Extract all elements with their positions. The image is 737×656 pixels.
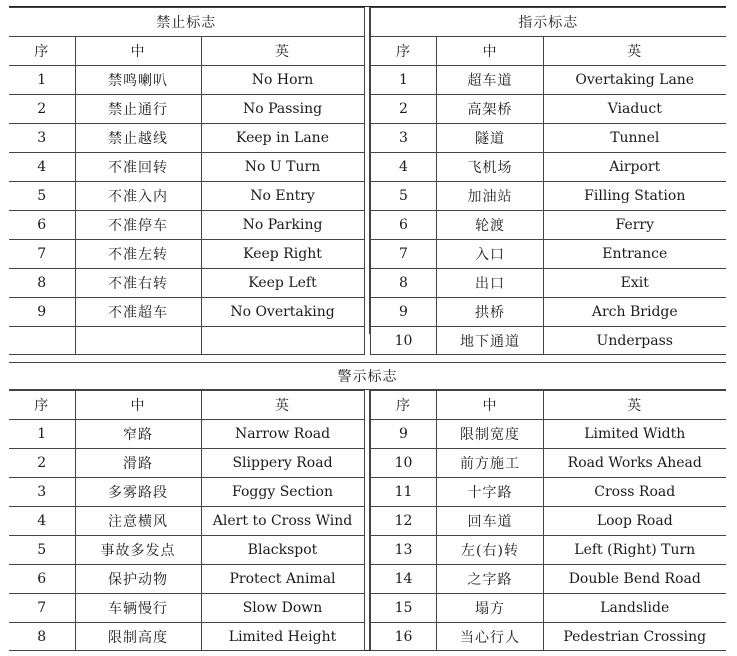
row-chinese: 十字路 xyxy=(437,478,544,507)
row-index: 9 xyxy=(371,298,437,327)
row-english: Overtaking Lane xyxy=(544,66,726,95)
row-index: 5 xyxy=(9,182,75,211)
row-chinese: 禁止越线 xyxy=(75,124,201,153)
row-english: Narrow Road xyxy=(201,420,364,449)
row-index: 16 xyxy=(371,623,437,651)
row-chinese: 禁鸣喇叭 xyxy=(75,66,201,95)
empty-cell xyxy=(9,327,75,355)
table-row xyxy=(9,95,364,124)
indication-signs-title: 指示标志 xyxy=(371,8,726,37)
row-english: Entrance xyxy=(544,240,726,269)
row-chinese: 限制高度 xyxy=(75,623,201,651)
table-row xyxy=(371,124,726,153)
row-chinese: 入口 xyxy=(437,240,544,269)
table-row xyxy=(9,240,364,269)
row-index: 2 xyxy=(9,95,75,124)
row-chinese: 不准回转 xyxy=(75,153,201,182)
row-chinese: 前方施工 xyxy=(437,449,544,478)
row-index: 2 xyxy=(371,95,437,124)
row-english: Filling Station xyxy=(544,182,726,211)
traffic-sign-vocabulary-table xyxy=(9,6,726,651)
table-row xyxy=(9,298,364,327)
row-chinese: 当心行人 xyxy=(437,623,544,651)
table-row xyxy=(9,269,364,298)
row-english: Slippery Road xyxy=(201,449,364,478)
row-english: Airport xyxy=(544,153,726,182)
row-index: 9 xyxy=(371,420,437,449)
row-index: 11 xyxy=(371,478,437,507)
prohibition-signs-table xyxy=(9,7,365,355)
table-row xyxy=(371,449,726,478)
header-english: 英 xyxy=(544,37,726,66)
row-index: 15 xyxy=(371,594,437,623)
table-row xyxy=(9,153,364,182)
table-row xyxy=(9,594,364,623)
table-row xyxy=(371,153,726,182)
row-index: 7 xyxy=(371,240,437,269)
row-chinese: 左(右)转 xyxy=(437,536,544,565)
row-english: Loop Road xyxy=(544,507,726,536)
row-chinese: 飞机场 xyxy=(437,153,544,182)
row-chinese: 窄路 xyxy=(75,420,201,449)
row-index: 10 xyxy=(371,449,437,478)
row-index: 10 xyxy=(371,327,437,355)
header-english: 英 xyxy=(201,391,364,420)
row-chinese: 回车道 xyxy=(437,507,544,536)
row-english: Double Bend Road xyxy=(544,565,726,594)
row-index: 8 xyxy=(9,269,75,298)
header-index: 序 xyxy=(371,391,437,420)
table-row xyxy=(9,449,364,478)
row-english: Viaduct xyxy=(544,95,726,124)
row-english: No U Turn xyxy=(201,153,364,182)
row-english: Blackspot xyxy=(201,536,364,565)
header-index: 序 xyxy=(371,37,437,66)
table-row xyxy=(371,95,726,124)
header-chinese: 中 xyxy=(437,391,544,420)
row-english: Landslide xyxy=(544,594,726,623)
row-english: Underpass xyxy=(544,327,726,355)
table-row xyxy=(9,420,364,449)
row-chinese: 超车道 xyxy=(437,66,544,95)
row-chinese: 多雾路段 xyxy=(75,478,201,507)
row-chinese: 保护动物 xyxy=(75,565,201,594)
row-index: 6 xyxy=(9,565,75,594)
row-english: Limited Height xyxy=(201,623,364,651)
table-row xyxy=(371,211,726,240)
indication-signs-table xyxy=(370,7,726,355)
row-chinese: 限制宽度 xyxy=(437,420,544,449)
row-english: No Passing xyxy=(201,95,364,124)
row-english: Slow Down xyxy=(201,594,364,623)
row-chinese: 不准左转 xyxy=(75,240,201,269)
table-row xyxy=(371,623,726,651)
header-chinese: 中 xyxy=(75,37,201,66)
row-index: 1 xyxy=(9,420,75,449)
row-english: Left (Right) Turn xyxy=(544,536,726,565)
row-index: 7 xyxy=(9,240,75,269)
table-row xyxy=(9,124,364,153)
table-row xyxy=(371,420,726,449)
row-chinese: 事故多发点 xyxy=(75,536,201,565)
table-row xyxy=(371,298,726,327)
row-english: No Parking xyxy=(201,211,364,240)
row-english: Cross Road xyxy=(544,478,726,507)
row-chinese: 不准右转 xyxy=(75,269,201,298)
row-index: 3 xyxy=(9,478,75,507)
table-row xyxy=(371,66,726,95)
row-english: Protect Animal xyxy=(201,565,364,594)
row-chinese: 拱桥 xyxy=(437,298,544,327)
row-index: 14 xyxy=(371,565,437,594)
row-chinese: 塌方 xyxy=(437,594,544,623)
table-row xyxy=(9,536,364,565)
row-index: 6 xyxy=(371,211,437,240)
row-chinese: 地下通道 xyxy=(437,327,544,355)
row-index: 6 xyxy=(9,211,75,240)
row-english: Foggy Section xyxy=(201,478,364,507)
table-row xyxy=(371,478,726,507)
row-chinese: 隧道 xyxy=(437,124,544,153)
row-chinese: 滑路 xyxy=(75,449,201,478)
row-index: 1 xyxy=(9,66,75,95)
row-english: Exit xyxy=(544,269,726,298)
table-row xyxy=(9,211,364,240)
row-chinese: 出口 xyxy=(437,269,544,298)
empty-row xyxy=(9,327,364,355)
table-row xyxy=(371,240,726,269)
table-row xyxy=(9,66,364,95)
row-english: Keep Right xyxy=(201,240,364,269)
row-index: 5 xyxy=(371,182,437,211)
row-english: No Entry xyxy=(201,182,364,211)
row-english: Keep Left xyxy=(201,269,364,298)
header-chinese: 中 xyxy=(437,37,544,66)
row-chinese: 高架桥 xyxy=(437,95,544,124)
table-row xyxy=(371,536,726,565)
header-english: 英 xyxy=(544,391,726,420)
row-index: 8 xyxy=(9,623,75,651)
row-english: No Overtaking xyxy=(201,298,364,327)
table-row xyxy=(371,507,726,536)
header-index: 序 xyxy=(9,391,75,420)
row-chinese: 不准入内 xyxy=(75,182,201,211)
warning-signs-table-left xyxy=(9,390,365,651)
row-index: 3 xyxy=(371,124,437,153)
table-row xyxy=(371,269,726,298)
table-row xyxy=(371,594,726,623)
row-english: Road Works Ahead xyxy=(544,449,726,478)
header-chinese: 中 xyxy=(75,391,201,420)
table-row xyxy=(371,327,726,355)
row-index: 8 xyxy=(371,269,437,298)
row-chinese: 不准停车 xyxy=(75,211,201,240)
header-english: 英 xyxy=(201,37,364,66)
row-chinese: 之字路 xyxy=(437,565,544,594)
table-row xyxy=(9,182,364,211)
row-chinese: 车辆慢行 xyxy=(75,594,201,623)
row-chinese: 加油站 xyxy=(437,182,544,211)
row-chinese: 不准超车 xyxy=(75,298,201,327)
table-row xyxy=(9,623,364,651)
table-row xyxy=(9,507,364,536)
row-index: 5 xyxy=(9,536,75,565)
row-chinese: 禁止通行 xyxy=(75,95,201,124)
row-index: 1 xyxy=(371,66,437,95)
row-index: 13 xyxy=(371,536,437,565)
table-row xyxy=(371,182,726,211)
row-chinese: 注意横风 xyxy=(75,507,201,536)
empty-cell xyxy=(75,327,201,355)
table-row xyxy=(371,565,726,594)
warning-signs-table-right xyxy=(370,390,726,651)
row-index: 3 xyxy=(9,124,75,153)
empty-cell xyxy=(201,327,364,355)
header-index: 序 xyxy=(9,37,75,66)
row-index: 12 xyxy=(371,507,437,536)
row-english: Alert to Cross Wind xyxy=(201,507,364,536)
row-index: 7 xyxy=(9,594,75,623)
row-index: 2 xyxy=(9,449,75,478)
row-chinese: 轮渡 xyxy=(437,211,544,240)
table-row xyxy=(9,478,364,507)
row-english: No Horn xyxy=(201,66,364,95)
table-row xyxy=(9,565,364,594)
row-english: Limited Width xyxy=(544,420,726,449)
row-index: 4 xyxy=(9,507,75,536)
row-index: 4 xyxy=(9,153,75,182)
row-english: Keep in Lane xyxy=(201,124,364,153)
row-english: Arch Bridge xyxy=(544,298,726,327)
row-english: Pedestrian Crossing xyxy=(544,623,726,651)
prohibition-signs-title: 禁止标志 xyxy=(9,8,364,37)
warning-signs-title: 警示标志 xyxy=(9,362,726,390)
row-index: 4 xyxy=(371,153,437,182)
row-english: Ferry xyxy=(544,211,726,240)
row-english: Tunnel xyxy=(544,124,726,153)
row-index: 9 xyxy=(9,298,75,327)
